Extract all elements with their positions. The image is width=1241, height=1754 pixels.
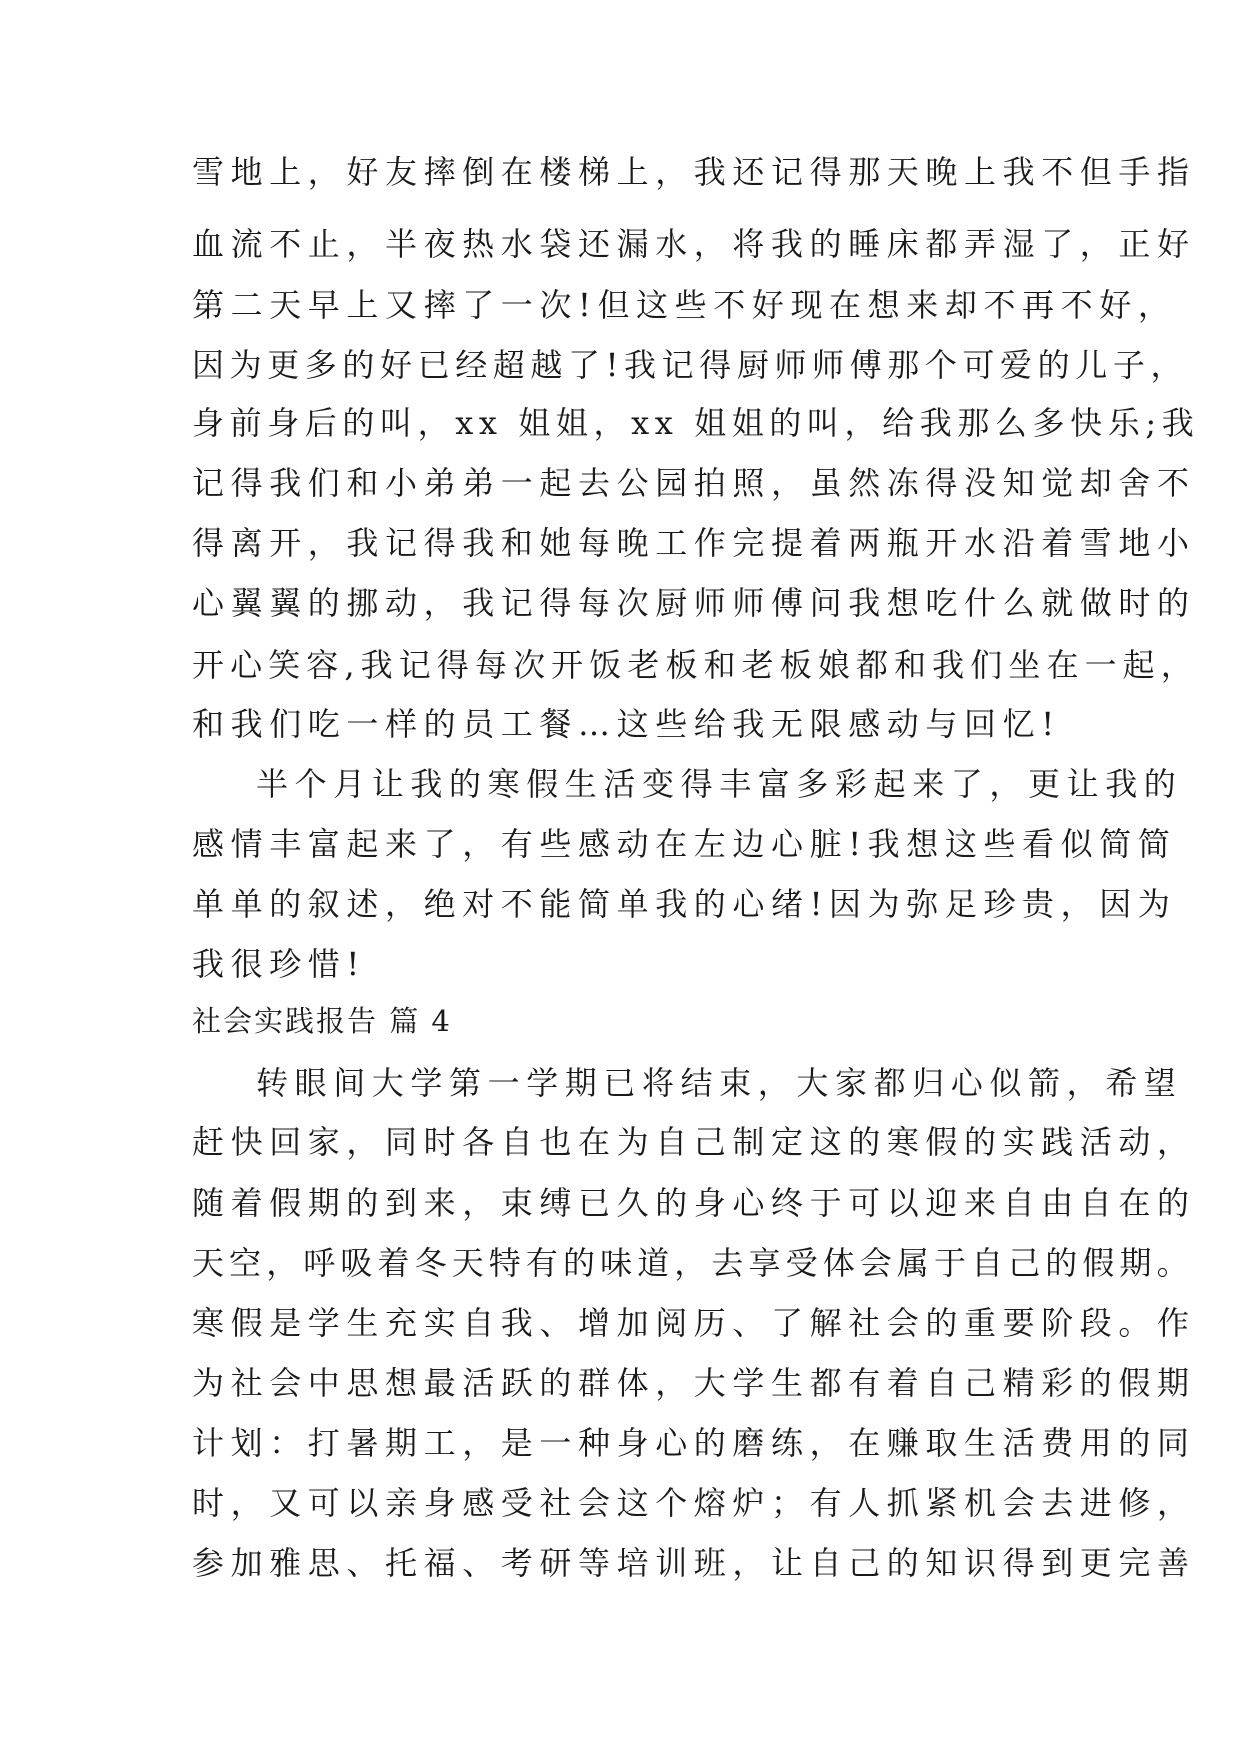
paragraph-line: 因为更多的好已经超越了!我记得厨师师傅那个可爱的儿子， [192, 346, 1189, 384]
paragraph-line: 转眼间大学第一学期已将结束，大家都归心似箭，希望 [256, 1064, 1183, 1102]
paragraph-line: 时，又可以亲身感受社会这个熔炉；有人抓紧机会去进修， [192, 1484, 1196, 1522]
paragraph-line: 我很珍惜! [192, 945, 366, 983]
paragraph-line: 参加雅思、托福、考研等培训班，让自己的知识得到更完善 [192, 1544, 1196, 1582]
paragraph-line: 半个月让我的寒假生活变得丰富多彩起来了，更让我的 [256, 765, 1183, 803]
paragraph-line: 得离开，我记得我和她每晚工作完提着两瓶开水沿着雪地小 [192, 524, 1196, 562]
paragraph-line: 血流不止，半夜热水袋还漏水，将我的睡床都弄湿了，正好 [192, 225, 1196, 263]
paragraph-line: 寒假是学生充实自我、增加阅历、了解社会的重要阶段。作 [192, 1304, 1196, 1342]
paragraph-line: 天空，呼吸着冬天特有的味道，去享受体会属于自己的假期。 [192, 1244, 1194, 1282]
paragraph-line: 单单的叙述，绝对不能简单我的心绪!因为弥足珍贵，因为 [192, 885, 1177, 923]
paragraph-line: 心翼翼的挪动，我记得每次厨师师傅问我想吃什么就做时的 [192, 584, 1196, 622]
paragraph-line: 计划：打暑期工，是一种身心的磨练，在赚取生活费用的同 [192, 1424, 1196, 1462]
section-heading: 社会实践报告 篇 4 [192, 1004, 452, 1038]
paragraph-line: 第二天早上又摔了一次!但这些不好现在想来却不再不好， [192, 286, 1177, 324]
paragraph-line: 赶快回家，同时各自也在为自己制定这的寒假的实践活动， [192, 1123, 1196, 1161]
paragraph-line: 和我们吃一样的员工餐…这些给我无限感动与回忆! [192, 705, 1061, 743]
paragraph-line: 感情丰富起来了，有些感动在左边心脏!我想这些看似简简 [192, 825, 1177, 863]
paragraph-line: 开心笑容,我记得每次开饭老板和老板娘都和我们坐在一起， [192, 646, 1199, 684]
paragraph-line: 身前身后的叫，xx 姐姐，xx 姐姐的叫，给我那么多快乐;我 [192, 404, 1200, 442]
paragraph-line: 雪地上，好友摔倒在楼梯上，我还记得那天晚上我不但手指 [192, 153, 1196, 191]
paragraph-line: 为社会中思想最活跃的群体，大学生都有着自己精彩的假期 [192, 1364, 1196, 1402]
paragraph-line: 随着假期的到来，束缚已久的身心终于可以迎来自由自在的 [192, 1184, 1196, 1222]
paragraph-line: 记得我们和小弟弟一起去公园拍照，虽然冻得没知觉却舍不 [192, 464, 1196, 502]
